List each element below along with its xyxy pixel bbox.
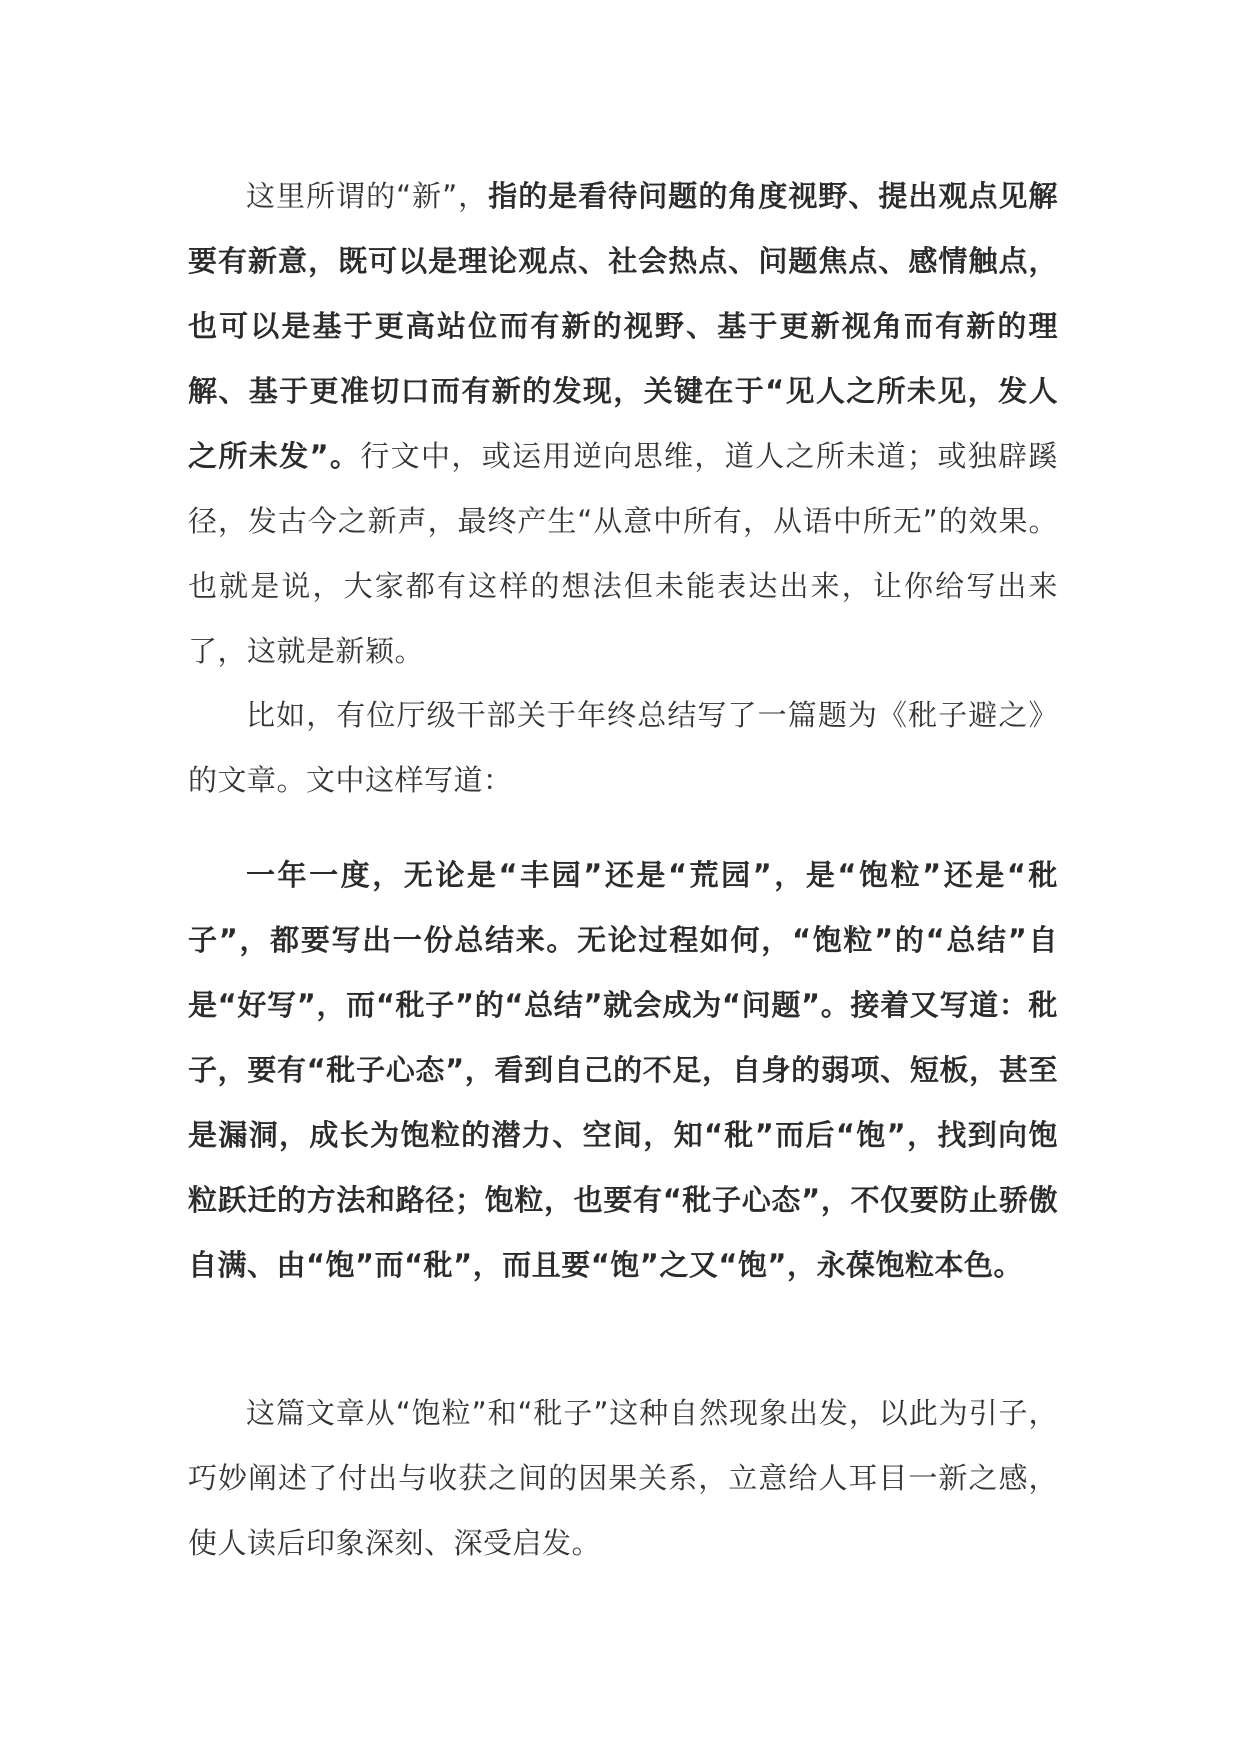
paragraph-intro-text: 这里所谓的“新”，	[246, 179, 489, 213]
paragraph-quoted-article: 一年一度，无论是“丰园”还是“荒园”，是“饱粒”还是“秕子”，都要写出一份总结来。无论过程如何，“饱粒”的“总结”自是“好写”，而“秕子”的“总结”就会成为“问题”。接着又写道：秕子，要有“秕子心态”，看到自己的不足，自身的弱项、短板，甚至是漏洞，成长为饱粒的潜力、空间，知“秕”而后“饱”，找到向饱粒跃迁的方法和路径；饱粒，也要有“秕子心态”，不仅要防止骄傲自满、由“饱”而“秕”，而且要“饱”之又“饱”，永葆饱粒本色。	[188, 858, 1058, 1282]
paragraph-conclusion: 这篇文章从“饱粒”和“秕子”这种自然现象出发，以此为引子，巧妙阐述了付出与收获之间的因果关系，立意给人耳目一新之感，使人读后印象深刻、深受启发。	[188, 1396, 1058, 1560]
paragraph-bold-text: 指的是看待问题的角度视野、提出观点见解要有新意，既可以是理论观点、社会热点、问题焦点、感情触点，也可以是基于更高站位而有新的视野、基于更新视角而有新的理解、基于更准切口而有新的发现，关键在于“见人之所未见，发人之所未发”。	[188, 179, 1058, 473]
paragraph-rest-text: 行文中，或运用逆向思维，道人之所未道；或独辟蹊径，发古今之新声，最终产生“从意中所有，从语中所无”的效果。也就是说，大家都有这样的想法但未能表达出来，让你给写出来了，这就是新颖。	[188, 439, 1058, 668]
paragraph-definition-of-new	[188, 164, 1058, 684]
paragraph-example-intro: 比如，有位厅级干部关于年终总结写了一篇题为《秕子避之》的文章。文中这样写道：	[188, 698, 1058, 797]
